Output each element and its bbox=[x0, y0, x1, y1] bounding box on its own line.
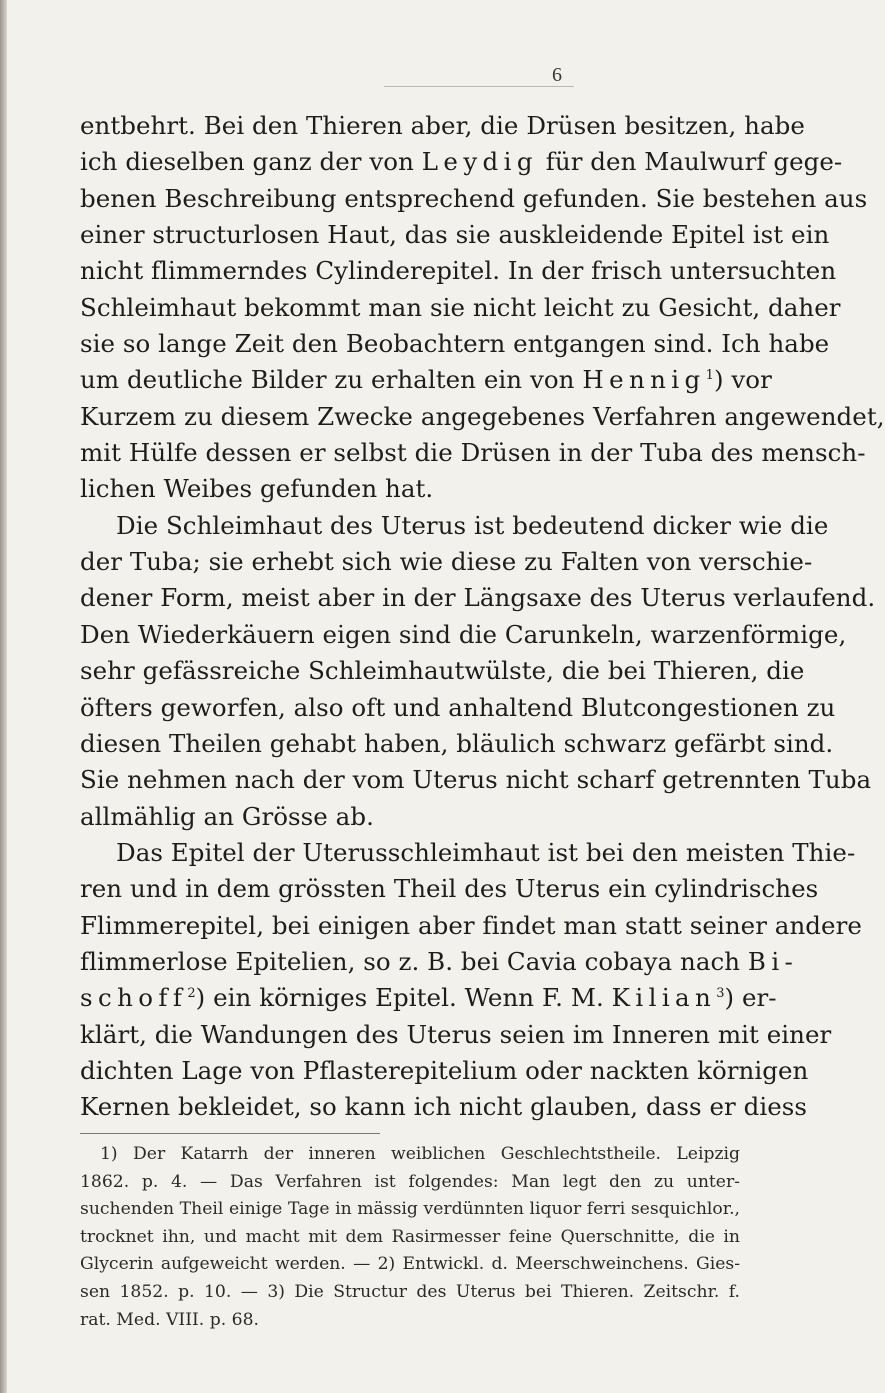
line-text: flimmerlose Epitelien, so z. B. bei Cavia cobaya nach bbox=[80, 946, 748, 976]
footnote-line: suchenden Theil einige Tage in mässig verdünnten liquor ferri sesquichlor., bbox=[80, 1199, 740, 1220]
footnote-ref: 3 bbox=[716, 986, 725, 1002]
line-text: Die Schleimhaut des Uterus ist bedeutend dicker wie die bbox=[116, 510, 829, 540]
line-text: ) vor bbox=[713, 365, 772, 395]
author-name: Hennig bbox=[582, 365, 706, 395]
line-text: Schleimhaut bekommt man sie nicht leicht zu Gesicht, daher bbox=[80, 292, 841, 322]
text-line bbox=[80, 471, 740, 507]
line-text: für den Maulwurf gege- bbox=[537, 147, 843, 177]
text-line bbox=[80, 690, 836, 726]
footnote-line: 1862. p. 4. — Das Verfahren ist folgendes: Man legt den zu unter- bbox=[80, 1171, 740, 1192]
line-text: lichen Weibes gefunden hat. bbox=[80, 474, 434, 504]
line-text: um deutliche Bilder zu erhalten ein von bbox=[80, 365, 583, 395]
header-rule bbox=[384, 86, 574, 87]
line-text: mit Hülfe dessen er selbst die Drüsen in der Tuba des mensch- bbox=[80, 438, 866, 468]
line-text: entbehrt. Bei den Thieren aber, die Drüsen besitzen, habe bbox=[80, 111, 805, 140]
footnote-line: rat. Med. VIII. p. 68. bbox=[80, 1309, 259, 1330]
text-line bbox=[80, 181, 868, 217]
line-text: nicht flimmerndes Cylinderepitel. In der frisch untersuchten bbox=[80, 256, 837, 286]
body-text bbox=[80, 108, 885, 1126]
line-text: dener Form, meist aber in der Längsaxe des Uterus verlaufend. bbox=[80, 583, 876, 613]
text-line bbox=[80, 835, 856, 871]
text-line bbox=[80, 326, 830, 362]
line-text: klärt, die Wandungen des Uterus seien im Inneren mit einer bbox=[80, 1019, 832, 1049]
line-text: Sie nehmen nach der vom Uterus nicht scharf getrennten Tuba bbox=[80, 765, 872, 795]
footnote-line: Glycerin aufgeweicht werden. — 2) Entwickl. d. Meerschweinchens. Gies- bbox=[80, 1254, 740, 1275]
line-text: Kurzem zu diesem Zwecke angegebenes Verfahren angewendet, bbox=[80, 401, 885, 431]
author-name: Kilian bbox=[611, 983, 717, 1013]
footnote-ref: 2 bbox=[187, 986, 196, 1002]
text-line bbox=[80, 799, 740, 835]
text-line bbox=[80, 362, 772, 398]
page-gutter-edge bbox=[0, 0, 7, 1393]
line-text: der Tuba; sie erhebt sich wie diese zu Falten von verschie- bbox=[80, 547, 813, 577]
text-line bbox=[80, 871, 819, 907]
line-text: öfters geworfen, also oft und anhaltend Blutcongestionen zu bbox=[80, 692, 836, 722]
text-line bbox=[80, 399, 885, 435]
line-text: Flimmerepitel, bei einigen aber findet man statt seiner andere bbox=[80, 910, 862, 940]
text-line bbox=[80, 544, 813, 580]
text-line bbox=[80, 980, 777, 1016]
footnote-separator bbox=[80, 1133, 380, 1134]
text-line bbox=[80, 435, 866, 471]
line-text: ich dieselben ganz der von bbox=[80, 147, 422, 177]
line-text: benen Beschreibung entsprechend gefunden. Sie bestehen aus bbox=[80, 183, 868, 213]
line-text: ) ein körniges Epitel. Wenn F. M. bbox=[195, 983, 612, 1013]
text-line bbox=[80, 617, 847, 653]
author-name: Bi- bbox=[747, 946, 799, 976]
line-text: sie so lange Zeit den Beobachtern entgangen sind. Ich habe bbox=[80, 329, 830, 359]
footnote-ref: 1 bbox=[705, 368, 714, 384]
text-line bbox=[80, 508, 829, 544]
text-line bbox=[80, 580, 876, 616]
text-line bbox=[80, 1053, 809, 1089]
text-line bbox=[80, 653, 805, 689]
text-line bbox=[80, 944, 799, 980]
text-line bbox=[80, 1017, 832, 1053]
author-name: Leydig bbox=[421, 147, 538, 177]
author-name: schoff bbox=[80, 983, 188, 1013]
text-line bbox=[80, 253, 837, 289]
footnotes bbox=[80, 1141, 740, 1334]
text-line bbox=[80, 1089, 808, 1125]
line-text: ) er- bbox=[724, 983, 777, 1013]
footnote-line: sen 1852. p. 10. — 3) Die Structur des Uterus bei Thieren. Zeitschr. f. bbox=[80, 1281, 740, 1302]
line-text: Den Wiederkäuern eigen sind die Carunkeln, warzenförmige, bbox=[80, 619, 847, 649]
line-text: diesen Theilen gehabt haben, bläulich schwarz gefärbt sind. bbox=[80, 728, 834, 758]
footnote-line: trocknet ihn, und macht mit dem Rasirmesser feine Querschnitte, die in bbox=[80, 1226, 740, 1247]
line-text: Kernen bekleidet, so kann ich nicht glauben, dass er diess bbox=[80, 1092, 808, 1122]
line-text: ren und in dem grössten Theil des Uterus ein cylindrisches bbox=[80, 874, 819, 904]
text-line bbox=[80, 108, 805, 144]
text-line bbox=[80, 217, 830, 253]
line-text: sehr gefässreiche Schleimhautwülste, die bei Thieren, die bbox=[80, 656, 805, 686]
line-text: allmählig an Grösse ab. bbox=[80, 801, 374, 831]
text-line bbox=[80, 290, 841, 326]
text-line bbox=[80, 144, 843, 180]
text-line bbox=[80, 726, 834, 762]
text-line bbox=[80, 762, 872, 798]
line-text: Das Epitel der Uterusschleimhaut ist bei den meisten Thie- bbox=[116, 837, 856, 867]
text-line bbox=[80, 908, 862, 944]
line-text: einer structurlosen Haut, das sie auskleidende Epitel ist ein bbox=[80, 220, 830, 250]
line-text: dichten Lage von Pflasterepitelium oder nackten körnigen bbox=[80, 1055, 809, 1085]
page-number: 6 bbox=[552, 64, 562, 86]
footnote-line: 1) Der Katarrh der inneren weiblichen Geschlechtstheile. Leipzig bbox=[100, 1144, 740, 1164]
